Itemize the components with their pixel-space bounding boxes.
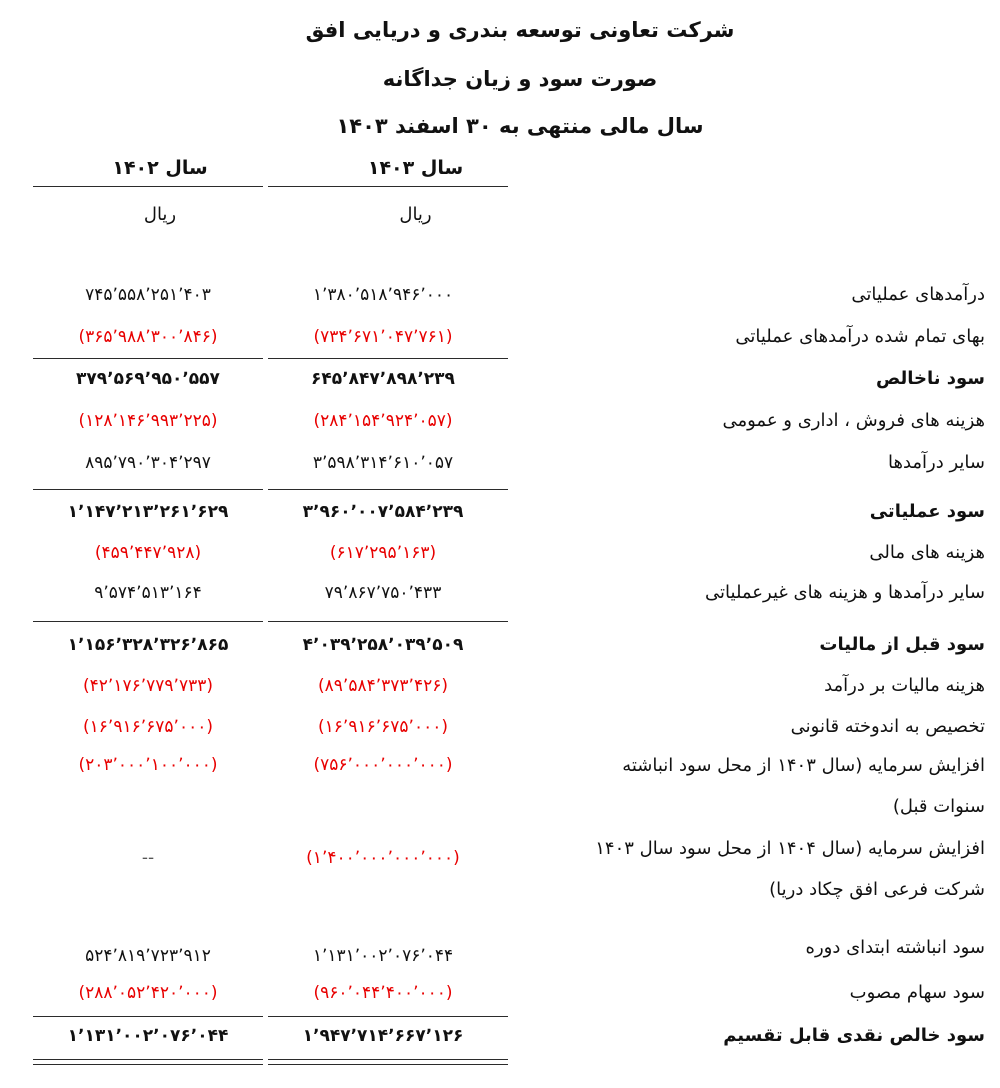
- row-operating-revenues: [0, 279, 1000, 311]
- value-1402: ۵۲۴٬۸۱۹٬۷۲۳٬۹۱۲: [85, 946, 211, 966]
- company-title: شرکت تعاونی توسعه بندری و دریایی افق: [305, 18, 735, 42]
- value-1403: ۶۴۵٬۸۴۷٬۸۹۸٬۲۳۹: [311, 369, 455, 389]
- row-label: هزینه مالیات بر درآمد: [824, 675, 985, 696]
- row-net-cash-profit-distributable: [0, 1020, 1000, 1052]
- value-1403: ۴٬۰۳۹٬۲۵۸٬۰۳۹٬۵۰۹: [302, 635, 464, 655]
- row-other-revenues: [0, 447, 1000, 479]
- row-label: هزینه های مالی: [869, 542, 985, 563]
- row-label-line1: افزایش سرمایه (سال ۱۴۰۳ از محل سود انباشته: [622, 755, 985, 776]
- row-cost-of-operating-revenues: [0, 321, 1000, 353]
- value-1403: ۳٬۹۶۰٬۰۰۷٬۵۸۴٬۲۳۹: [302, 502, 464, 522]
- value-1402: ۸۹۵٬۷۹۰٬۳۰۴٬۲۹۷: [85, 453, 211, 473]
- grand-total-double-rule-1402: [33, 1059, 263, 1065]
- row-income-tax-expense: [0, 670, 1000, 702]
- unit-label-1402: ریال: [143, 204, 177, 225]
- column-header-year-1403: سال ۱۴۰۳: [367, 157, 464, 179]
- row-label: سایر درآمدها: [887, 452, 985, 473]
- row-selling-general-admin-expenses: [0, 405, 1000, 437]
- value-1402: ۱٬۱۴۷٬۲۱۳٬۲۶۱٬۶۲۹: [67, 502, 229, 522]
- value-1403: (۹۶۰٬۰۴۴٬۴۰۰٬۰۰۰): [313, 983, 453, 1003]
- row-label: هزینه های فروش ، اداری و عمومی: [722, 410, 985, 431]
- value-1403: (۱۶٬۹۱۶٬۶۷۵٬۰۰۰): [318, 717, 448, 737]
- value-1403: (۸۹٬۵۸۴٬۳۷۳٬۴۲۶): [318, 676, 448, 696]
- unit-label-1403: ریال: [399, 204, 432, 225]
- value-1403: (۷۵۶٬۰۰۰٬۰۰۰٬۰۰۰): [313, 755, 453, 775]
- row-label-line1: افزایش سرمایه (سال ۱۴۰۴ از محل سود سال ۱۴۰۳: [595, 838, 985, 859]
- value-1403: ۱٬۱۳۱٬۰۰۲٬۰۷۶٬۰۴۴: [312, 946, 454, 966]
- row-label: درآمدهای عملیاتی: [851, 284, 985, 305]
- subtotal-rule-1402: [33, 621, 263, 622]
- value-1403: ۷۹٬۸۶۷٬۷۵۰٬۴۳۳: [324, 583, 442, 603]
- row-label: سود سهام مصوب: [849, 982, 985, 1003]
- value-1402: (۳۶۵٬۹۸۸٬۳۰۰٬۸۴۶): [78, 327, 218, 347]
- row-label: سود خالص نقدی قابل تقسیم: [723, 1025, 985, 1046]
- row-retained-earnings-beginning: [0, 932, 1000, 964]
- value-1403: (۲۸۴٬۱۵۴٬۹۲۴٬۰۵۷): [313, 411, 453, 431]
- row-legal-reserve-allocation: [0, 711, 1000, 743]
- value-1402: (۱۶٬۹۱۶٬۶۷۵٬۰۰۰): [83, 717, 213, 737]
- row-label: [540, 745, 985, 827]
- row-label: [540, 828, 985, 910]
- row-gross-profit: [0, 363, 1000, 395]
- subtotal-rule-1403: [268, 621, 508, 622]
- row-finance-costs: [0, 537, 1000, 569]
- value-1403: ۱٬۳۸۰٬۵۱۸٬۹۴۶٬۰۰۰: [312, 285, 454, 305]
- total-rule-1403: [268, 1016, 508, 1017]
- value-1402: (۴۵۹٬۴۴۷٬۹۲۸): [94, 543, 202, 563]
- row-label: سود عملیاتی: [869, 501, 985, 522]
- row-operating-profit: [0, 496, 1000, 528]
- value-1403: ۳٬۵۹۸٬۳۱۴٬۶۱۰٬۰۵۷: [312, 453, 454, 473]
- statement-title: صورت سود و زیان جداگانه: [382, 67, 658, 91]
- row-label-line2: شرکت فرعی افق چکاد دریا): [769, 879, 985, 900]
- value-1402: (۲۸۸٬۰۵۲٬۴۲۰٬۰۰۰): [78, 983, 218, 1003]
- row-profit-before-tax: [0, 629, 1000, 661]
- row-label: سایر درآمدها و هزینه های غیرعملیاتی: [705, 582, 985, 603]
- subtotal-rule-1402: [33, 358, 263, 359]
- period-title: سال مالی منتهی به ۳۰ اسفند ۱۴۰۳: [336, 114, 704, 138]
- row-capital-increase-1404: [0, 828, 1000, 912]
- row-label: سود ناخالص: [875, 368, 985, 389]
- value-1403: (۶۱۷٬۲۹۵٬۱۶۳): [329, 543, 437, 563]
- header-rule-1403: [268, 186, 508, 187]
- subtotal-rule-1403: [268, 489, 508, 490]
- value-1402: ۱٬۱۳۱٬۰۰۲٬۰۷۶٬۰۴۴: [67, 1026, 229, 1046]
- value-1402-empty-dash: --: [141, 848, 155, 868]
- row-other-nonoperating-income-expenses: [0, 577, 1000, 609]
- total-rule-1402: [33, 1016, 263, 1017]
- value-1403: (۱٬۴۰۰٬۰۰۰٬۰۰۰٬۰۰۰): [306, 848, 460, 868]
- subtotal-rule-1402: [33, 489, 263, 490]
- row-capital-increase-1403: [0, 745, 1000, 829]
- value-1402: ۱٬۱۵۶٬۳۲۸٬۳۲۶٬۸۶۵: [67, 635, 229, 655]
- value-1402: ۷۴۵٬۵۵۸٬۲۵۱٬۴۰۳: [85, 285, 211, 305]
- row-approved-dividends: [0, 977, 1000, 1009]
- grand-total-double-rule-1403: [268, 1059, 508, 1065]
- value-1402: ۳۷۹٬۵۶۹٬۹۵۰٬۵۵۷: [76, 369, 220, 389]
- column-header-year-1402: سال ۱۴۰۲: [112, 157, 208, 179]
- value-1403: ۱٬۹۴۷٬۷۱۴٬۶۶۷٬۱۲۶: [302, 1026, 464, 1046]
- value-1402: ۹٬۵۷۴٬۵۱۳٬۱۶۴: [94, 583, 202, 603]
- row-label: سود انباشته ابتدای دوره: [805, 937, 985, 958]
- row-label: بهای تمام شده درآمدهای عملیاتی: [735, 326, 985, 347]
- row-label: تخصیص به اندوخته قانونی: [790, 716, 985, 737]
- subtotal-rule-1403: [268, 358, 508, 359]
- row-label-line2: سنوات قبل): [892, 796, 985, 817]
- row-label: سود قبل از مالیات: [819, 634, 985, 655]
- value-1403: (۷۳۴٬۶۷۱٬۰۴۷٬۷۶۱): [313, 327, 453, 347]
- header-rule-1402: [33, 186, 263, 187]
- value-1402: (۱۲۸٬۱۴۶٬۹۹۳٬۲۲۵): [78, 411, 218, 431]
- value-1402: (۴۲٬۱۷۶٬۷۷۹٬۷۳۳): [83, 676, 213, 696]
- value-1402: (۲۰۳٬۰۰۰٬۱۰۰٬۰۰۰): [78, 755, 218, 775]
